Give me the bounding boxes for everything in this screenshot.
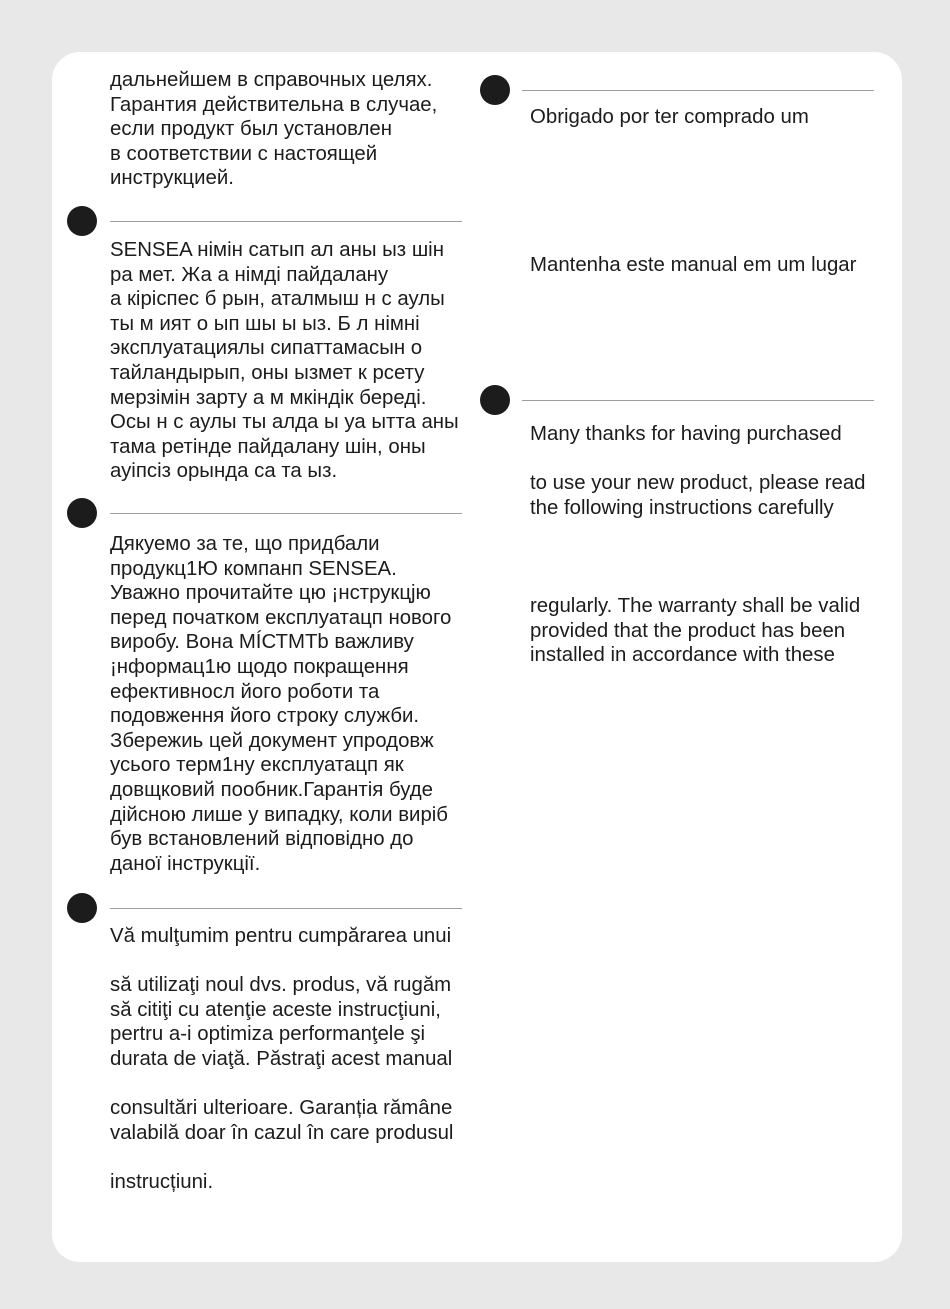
text-block (110, 924, 453, 1195)
text-line: Mantenha este manual em um lugar (530, 253, 857, 276)
text-line: Осы н с аулы ты алда ы уа ытта аны (110, 411, 459, 434)
text-line: був встановлений відповідно до (110, 828, 414, 851)
text-line: а кіріспес б рын, аталмыш н с аулы (110, 288, 445, 311)
paragraph (110, 924, 453, 949)
text-line: дійсною лише у випадку, коли виріб (110, 803, 448, 826)
text-line: să utilizaţi noul dvs. produs, vă rugăm (110, 974, 452, 997)
paragraph (530, 471, 866, 520)
text-line: să citiţi cu atenţie aceste instrucţiuni, (110, 998, 441, 1021)
text-block (110, 238, 459, 484)
text-line: Дякуемо за те, що придбали (110, 533, 380, 555)
text-line: перед початком експлуатацп нового (110, 606, 452, 629)
text-line: SENSEA німін сатып ал аны ыз шін (110, 239, 444, 261)
text-line: ефективносл його роботи та (110, 680, 380, 703)
text-line: durata de viaţă. Păstraţi acest manual (110, 1047, 453, 1070)
paragraph (110, 1096, 453, 1145)
text-line: тайландырып, оны ызмет к рсету (110, 361, 425, 384)
text-line: ауіпсіз орында са та ыз. (110, 460, 338, 483)
section-divider (110, 221, 462, 222)
text-line: regularly. The warranty shall be valid (530, 595, 861, 618)
text-line: consultări ulterioare. Garanția rămâne (110, 1097, 453, 1120)
text-line: to use your new product, please read (530, 472, 866, 495)
text-line: Гарантия действительна в случае, (110, 93, 438, 116)
text-line: тама ретінде пайдалану шін, оны (110, 435, 426, 458)
section-divider (110, 908, 462, 909)
section-marker (67, 893, 97, 923)
text-line: instrucțiuni. (110, 1170, 214, 1193)
section-marker (480, 385, 510, 415)
text-line: если продукт был установлен (110, 118, 392, 141)
text-line: pertru a-i optimiza performanţele şi (110, 1023, 426, 1046)
text-line: the following instructions carefully (530, 496, 834, 519)
text-line: мерзімін зарту а м мкіндік береді. (110, 386, 427, 409)
text-block (110, 68, 437, 191)
paragraph (530, 422, 866, 447)
text-line: valabilă doar în cazul în care produsul (110, 1121, 454, 1144)
section-divider (522, 90, 874, 91)
text-line: эксплуатациялы сипаттамасын о (110, 337, 423, 360)
paragraph (530, 105, 856, 130)
text-line: даної інструкції. (110, 852, 261, 875)
text-line: Obrigado por ter comprado um (530, 106, 809, 128)
text-line: в соответствии с настоящей (110, 142, 378, 165)
section-marker (67, 206, 97, 236)
text-line: ты м ият о ып шы ы ыз. Б л німні (110, 312, 420, 335)
text-block (530, 422, 866, 668)
text-line: Збережиь цей документ упродовж (110, 729, 434, 752)
text-line: Уважно прочитайте цю ¡нструкцjю (110, 582, 431, 605)
text-line: виробу. Вона МÍСТМТb важливу (110, 631, 414, 654)
text-line: Vă mulţumim pentru cumpărarea unui (110, 925, 452, 947)
text-line: подовження його строку служби. (110, 705, 420, 728)
text-line: продукц1Ю компанп SENSEA. (110, 557, 397, 580)
text-line: инструкцией. (110, 167, 234, 190)
text-line: ра мет. Жа а німді пайдалану (110, 263, 389, 286)
paragraph (110, 1170, 453, 1195)
section-marker (480, 75, 510, 105)
text-line: ¡нформац1ю щодо покращення (110, 655, 409, 678)
text-block (530, 105, 856, 277)
paragraph (530, 594, 866, 668)
text-block (110, 532, 451, 876)
paragraph (530, 253, 856, 278)
text-line: усього терм1ну експлуатацп як (110, 754, 404, 777)
section-marker (67, 498, 97, 528)
text-line: Many thanks for having purchased (530, 423, 842, 445)
text-line: provided that the product has been (530, 619, 846, 642)
text-line: installed in accordance with these (530, 644, 835, 667)
paragraph (110, 973, 453, 1071)
section-divider (522, 400, 874, 401)
text-line: дальнейшем в справочных целях. (110, 69, 433, 91)
text-line: довщковий пообник.Гарантія буде (110, 778, 433, 801)
section-divider (110, 513, 462, 514)
